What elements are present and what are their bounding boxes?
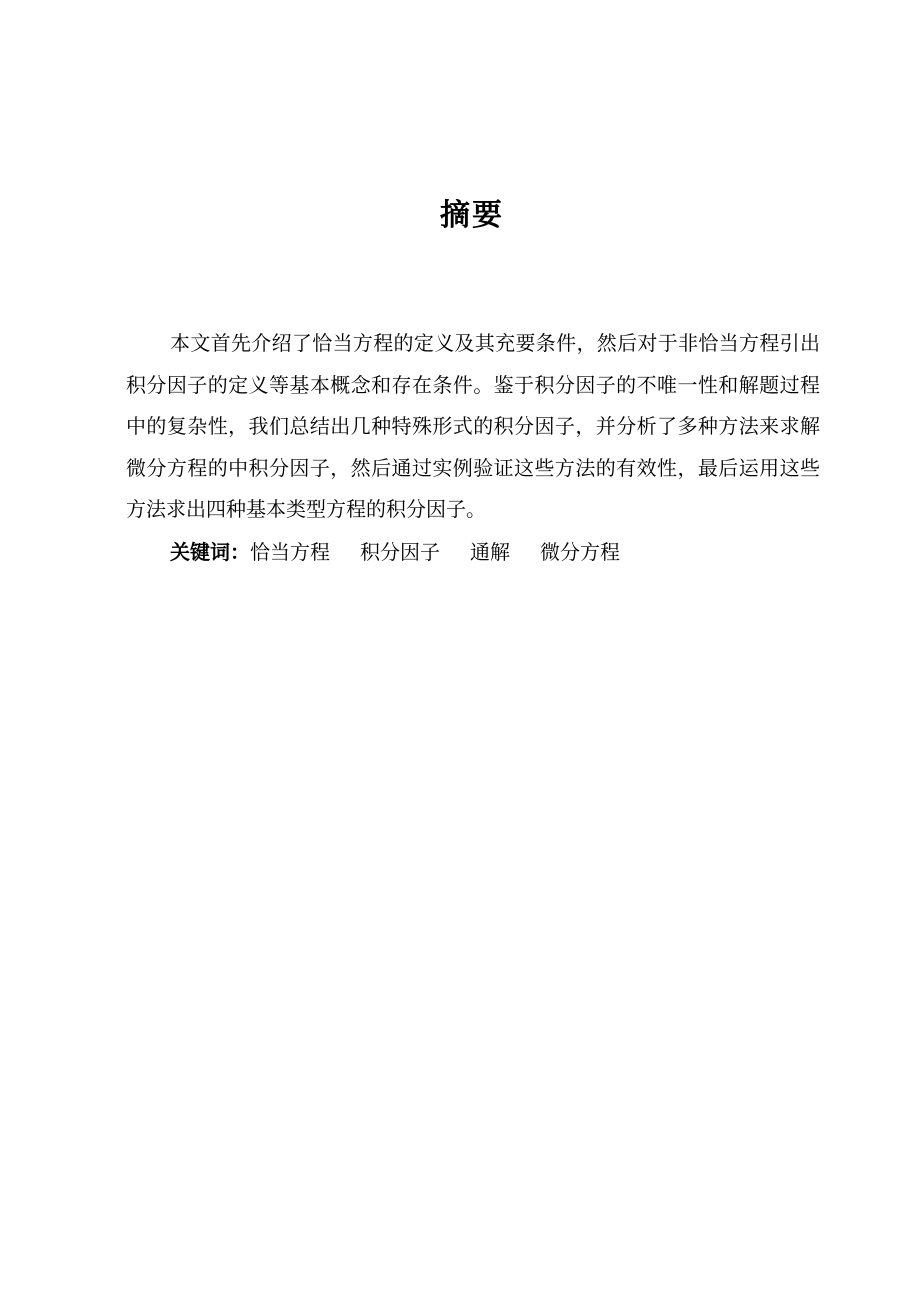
keyword-term: 恰当方程 bbox=[250, 540, 330, 564]
keyword-term: 通解 bbox=[470, 540, 510, 564]
keywords-line bbox=[170, 532, 820, 574]
abstract-paragraph: 本文首先介绍了恰当方程的定义及其充要条件，然后对于非恰当方程引出积分因子的定义等基本概念和存在条件。鉴于积分因子的不唯一性和解题过程中的复杂性，我们总结出几种特殊形式的积分因子，并分析了多种方法来求解微分方程的中积分因子，然后通过实例验证这些方法的有效性，最后运用这些方法求出四种基本类型方程的积分因子。 bbox=[126, 331, 820, 521]
page-title: 摘要 bbox=[440, 198, 504, 233]
keywords-label: 关键词： bbox=[170, 540, 250, 564]
keyword-term: 积分因子 bbox=[360, 540, 440, 564]
keyword-term: 微分方程 bbox=[540, 540, 620, 564]
